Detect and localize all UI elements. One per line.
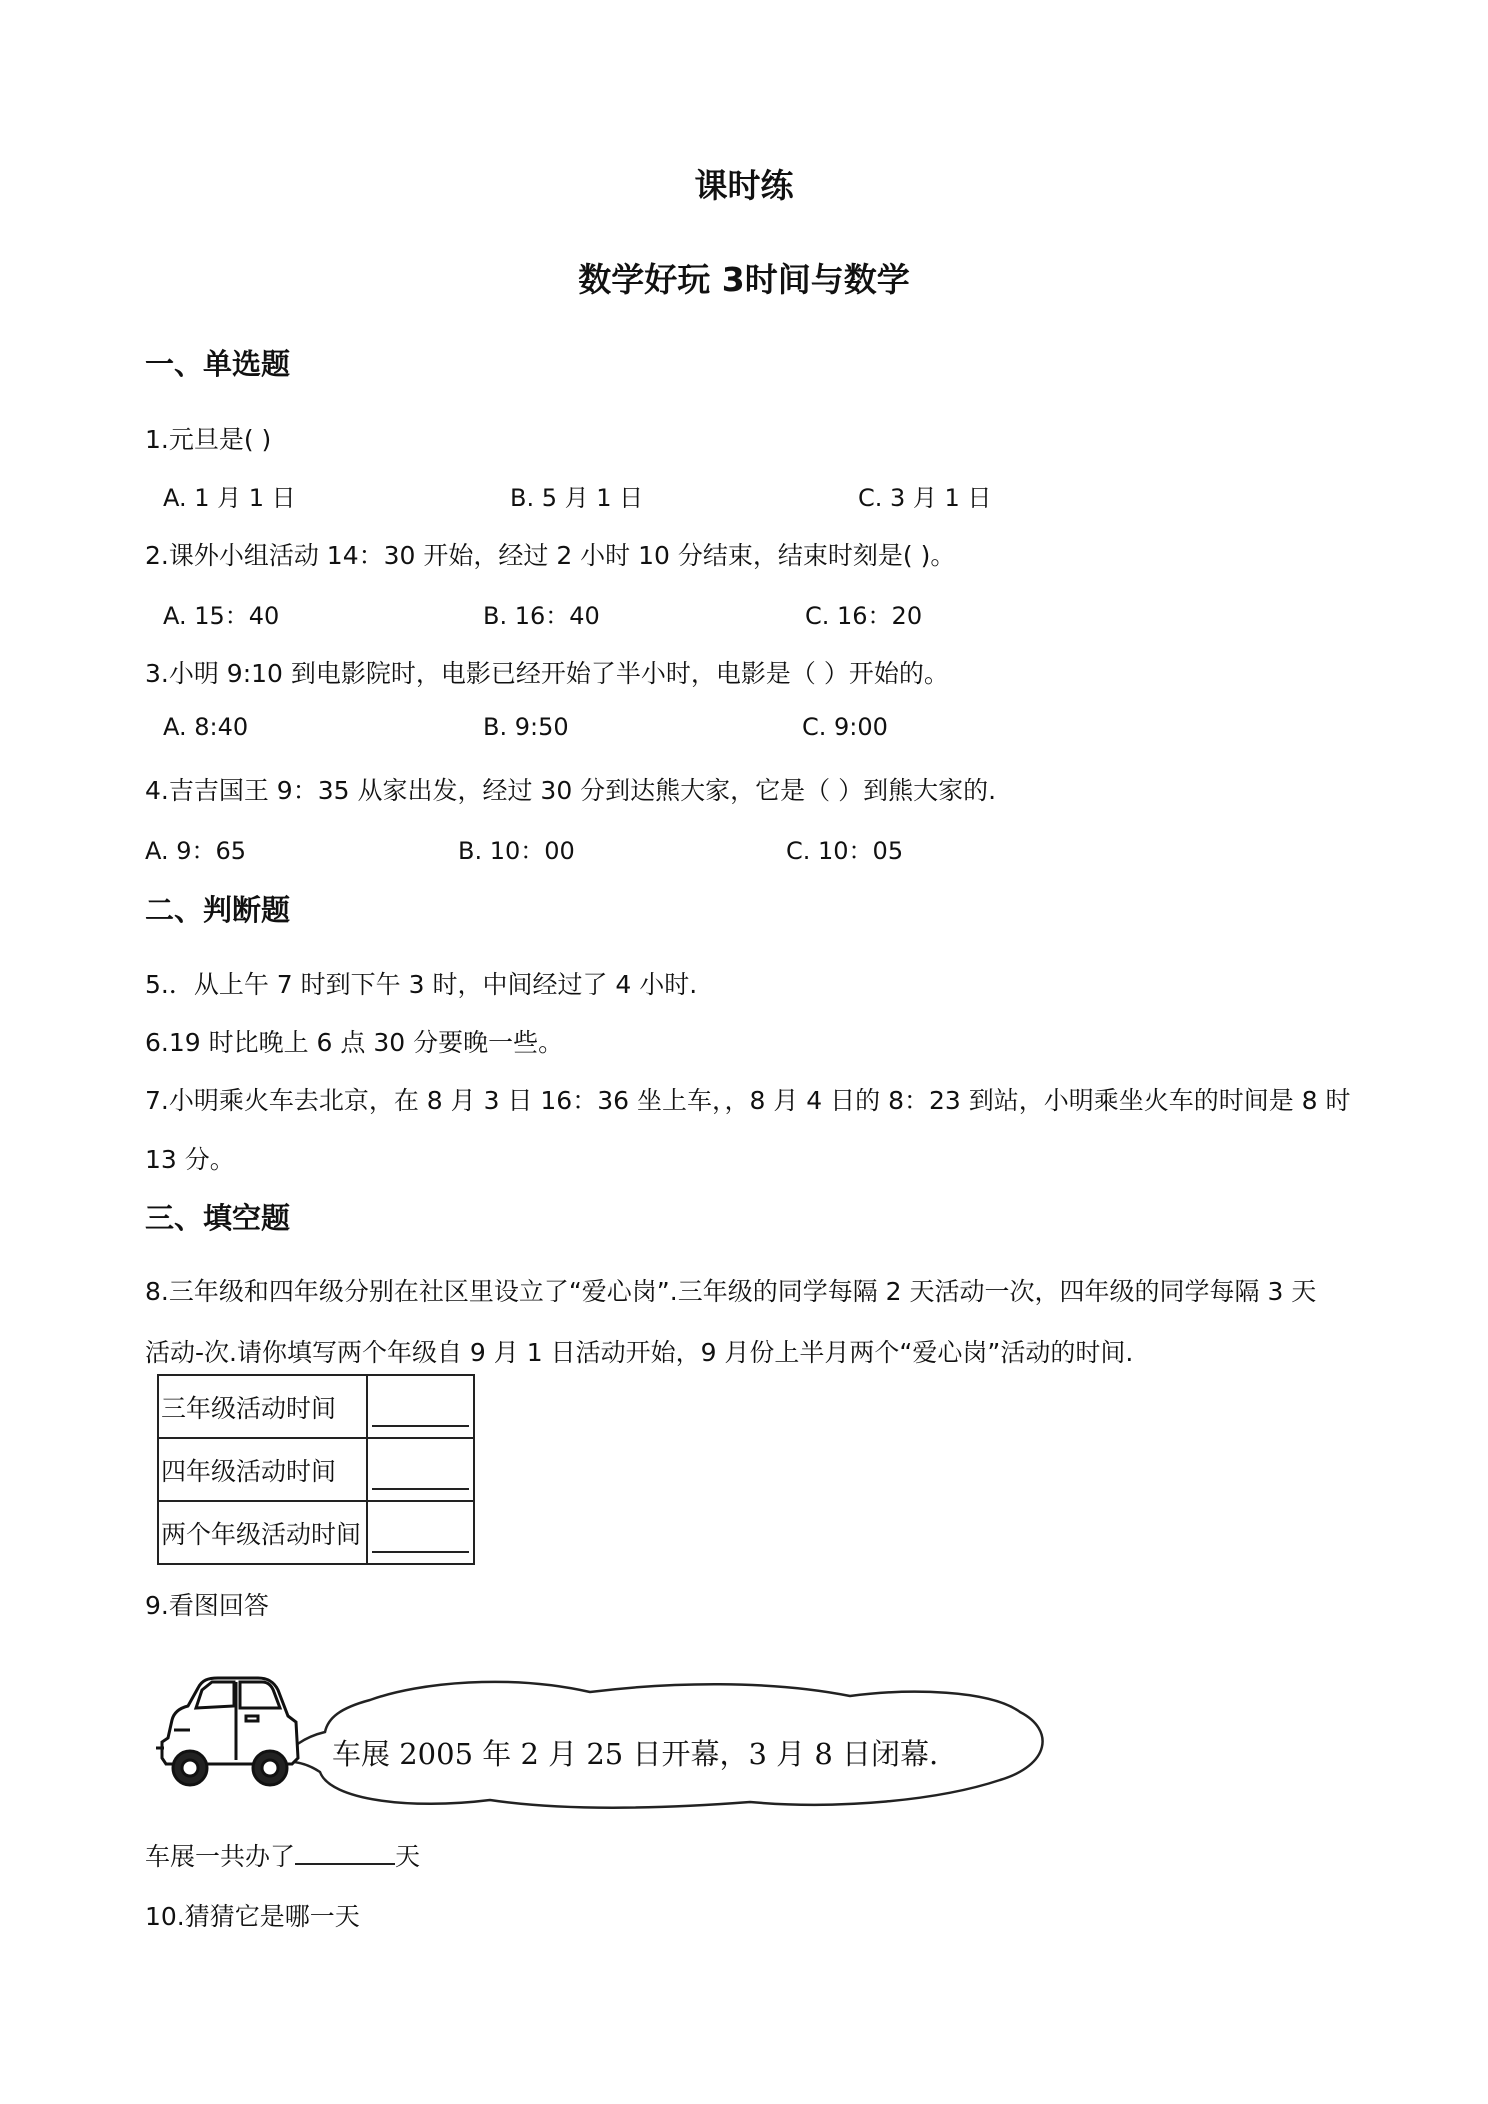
q3-option-b: B. 9:50 bbox=[483, 713, 569, 741]
q1-option-a: A. 1 月 1 日 bbox=[163, 484, 296, 512]
answer-blank[interactable] bbox=[367, 1375, 474, 1438]
question-7-line1: 7.小明乘火车去北京，在 8 月 3 日 16：36 坐上车，，8 月 4 日的 8：23 到站，小明乘坐火车的时间是 8 时 bbox=[145, 1086, 1351, 1115]
section-heading-fill-in: 三、填空题 bbox=[145, 1201, 291, 1235]
row-label: 两个年级活动时间 bbox=[158, 1501, 367, 1564]
q3-option-a: A. 8:40 bbox=[163, 713, 249, 741]
table-row bbox=[158, 1438, 474, 1501]
question-8-line1: 8.三年级和四年级分别在社区里设立了“爱心岗”.三年级的同学每隔 2 天活动一次，四年级的同学每隔 3 天 bbox=[145, 1277, 1317, 1306]
question-7-line2: 13 分。 bbox=[145, 1145, 235, 1174]
car-illustration bbox=[150, 1660, 1070, 1830]
table-row bbox=[158, 1375, 474, 1438]
question-8-line2: 活动-次.请你填写两个年级自 9 月 1 日活动开始，9 月份上半月两个“爱心岗”活动的时间. bbox=[145, 1338, 1134, 1367]
answer-blank[interactable] bbox=[367, 1501, 474, 1564]
question-2: 2.课外小组活动 14：30 开始，经过 2 小时 10 分结束，结束时刻是( )。 bbox=[145, 541, 956, 570]
answer-blank[interactable] bbox=[295, 1839, 395, 1865]
bubble-text: 车展 2005 年 2 月 25 日开幕，3 月 8 日闭幕. bbox=[332, 1737, 939, 1771]
q1-option-c: C. 3 月 1 日 bbox=[858, 484, 992, 512]
answer-prefix: 车展一共办了 bbox=[145, 1842, 296, 1871]
q3-option-c: C. 9:00 bbox=[802, 713, 888, 741]
question-4: 4.吉吉国王 9：35 从家出发，经过 30 分到达熊大家，它是（ ）到熊大家的. bbox=[145, 776, 997, 805]
answer-suffix: 天 bbox=[395, 1842, 421, 1871]
q2-option-a: A. 15：40 bbox=[163, 602, 280, 630]
q4-option-a: A. 9：65 bbox=[145, 837, 247, 865]
question-3: 3.小明 9:10 到电影院时，电影已经开始了半小时，电影是（ ）开始的。 bbox=[145, 659, 949, 688]
q2-option-c: C. 16：20 bbox=[805, 602, 923, 630]
question-1: 1.元旦是( ) bbox=[145, 425, 272, 454]
section-heading-true-false: 二、判断题 bbox=[145, 893, 291, 927]
q2-option-b: B. 16：40 bbox=[483, 602, 600, 630]
activity-table bbox=[157, 1374, 475, 1565]
q4-option-b: B. 10：00 bbox=[458, 837, 575, 865]
q1-option-b: B. 5 月 1 日 bbox=[510, 484, 644, 512]
answer-blank[interactable] bbox=[367, 1438, 474, 1501]
question-9-answer bbox=[145, 1837, 420, 1873]
page-subtitle: 数学好玩 3时间与数学 bbox=[578, 260, 910, 299]
q4-option-c: C. 10：05 bbox=[786, 837, 904, 865]
page-title: 课时练 bbox=[694, 166, 794, 205]
question-9: 9.看图回答 bbox=[145, 1591, 269, 1620]
question-5: 5.．从上午 7 时到下午 3 时，中间经过了 4 小时. bbox=[145, 970, 698, 999]
car-icon bbox=[156, 1678, 298, 1785]
section-heading-single-choice: 一、单选题 bbox=[145, 347, 291, 381]
question-6: 6.19 时比晚上 6 点 30 分要晚一些。 bbox=[145, 1028, 564, 1057]
table-row bbox=[158, 1501, 474, 1564]
row-label: 四年级活动时间 bbox=[158, 1438, 367, 1501]
row-label: 三年级活动时间 bbox=[158, 1375, 367, 1438]
question-10: 10.猜猜它是哪一天 bbox=[145, 1902, 360, 1931]
